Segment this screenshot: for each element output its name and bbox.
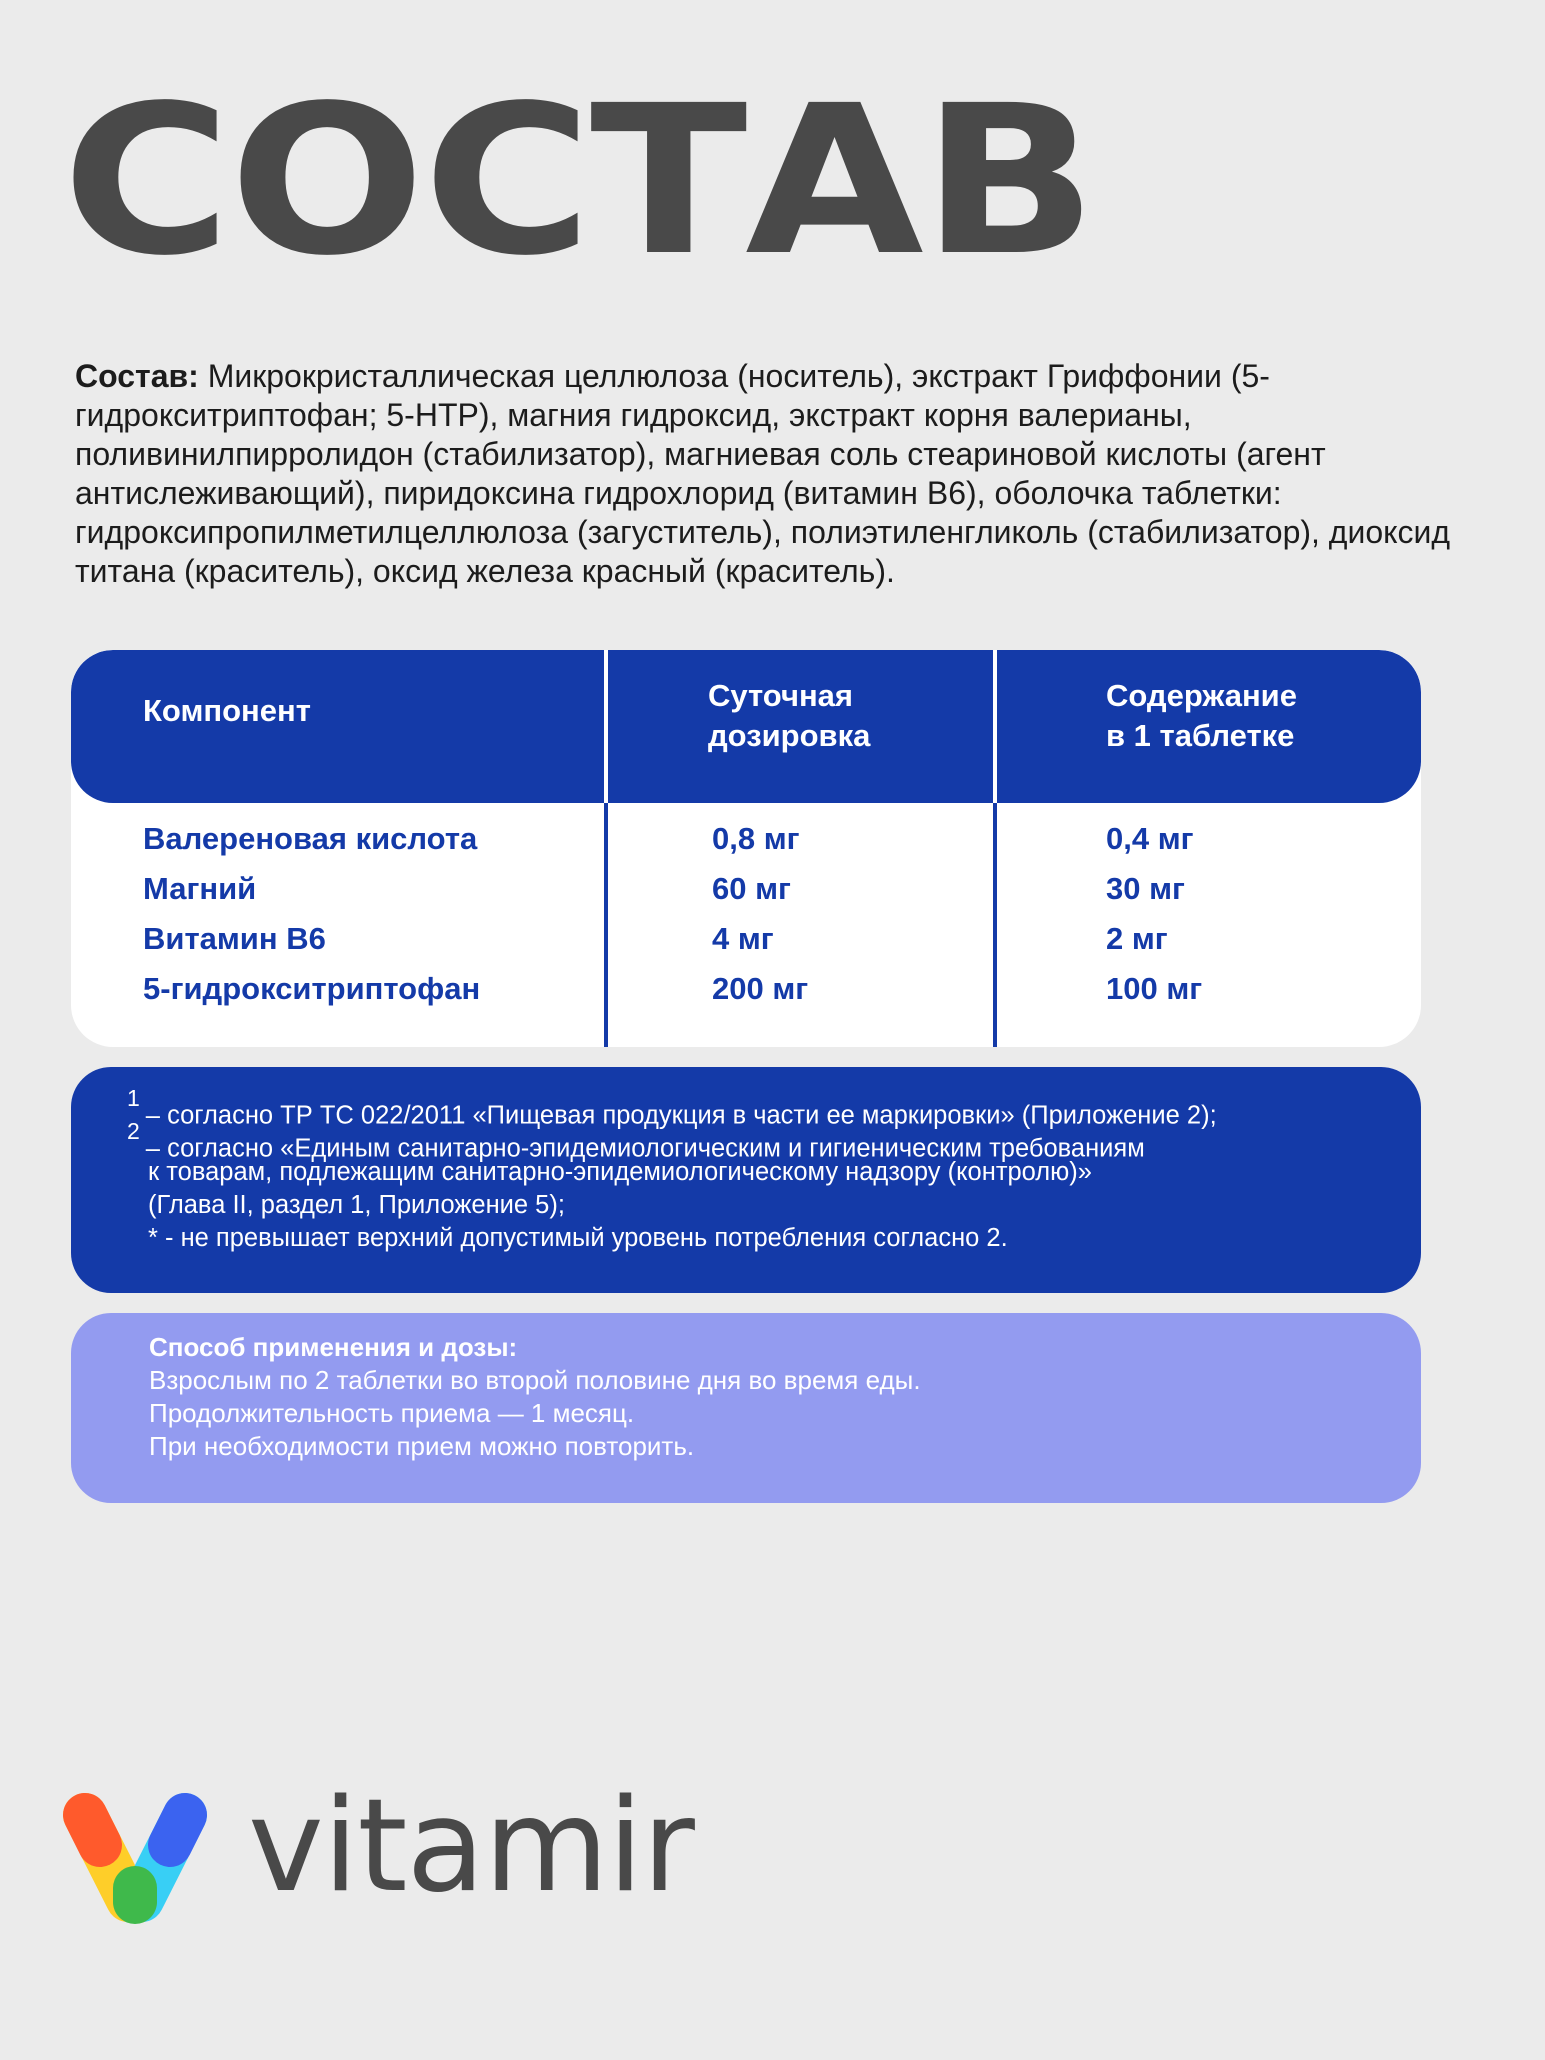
- header-component: Компонент: [143, 693, 311, 728]
- usage-box: [71, 1313, 1421, 1503]
- cell-per-tablet: 0,4 мг: [1106, 821, 1194, 856]
- header-per-tablet-line2: в 1 таблетке: [1106, 718, 1295, 753]
- header-divider: [993, 650, 997, 803]
- table-row: [71, 964, 1421, 1014]
- logo-blue-stroke: [170, 1815, 185, 1845]
- cell-component: Магний: [143, 871, 257, 906]
- footnote-2-line2: к товарам, подлежащим санитарно-эпидемиологическому надзору (контролю)»: [148, 1158, 1092, 1186]
- cell-daily: 60 мг: [712, 871, 791, 906]
- composition-body: Микрокристаллическая целлюлоза (носитель), экстракт Гриффонии (5-гидрокситриптофан; 5-HTP), магния гидроксид, экстракт корня валерианы, поливинилпирролидон (стабилизатор), магниевая соль стеариновой кислоты (агент антислеживающий), пиридоксина гидрохлорид (витамин В6), оболочка таблетки: гидроксипропилметилцеллюлоза (загуститель), полиэтиленгликоль (стабилизатор), диоксид титана (краситель), оксид железа красный (краситель).: [75, 358, 1451, 589]
- usage-line: Взрослым по 2 таблетки во второй половине дня во время еды.: [149, 1365, 921, 1395]
- cell-component: Валереновая кислота: [143, 821, 478, 856]
- header-divider: [604, 650, 608, 803]
- footnote-asterisk: * - не превышает верхний допустимый уровень потребления согласно 2.: [148, 1224, 1008, 1252]
- composition-label: Состав:: [75, 358, 199, 394]
- cell-component: 5-гидрокситриптофан: [143, 971, 481, 1006]
- usage-title: Способ применения и дозы:: [149, 1332, 518, 1362]
- cell-component: Витамин В6: [143, 921, 326, 956]
- vitamir-logo-icon: [60, 1790, 210, 1935]
- footnote-1-mark: 1: [127, 1085, 140, 1111]
- footnote-2-text: – согласно «Единым санитарно-эпидемиологическим и гигиеническим требованиям: [145, 1134, 1145, 1163]
- cell-daily: 4 мг: [712, 921, 774, 956]
- table-row: [71, 864, 1421, 914]
- header-per-tablet-line1: Содержание: [1106, 678, 1297, 713]
- footnote-1-text: – согласно ТР ТС 022/2011 «Пищевая продукция в части ее маркировки» (Приложение 2);: [145, 1101, 1217, 1130]
- header-daily-line2: дозировка: [708, 718, 871, 753]
- page-title: СОСТАВ: [62, 61, 1096, 301]
- usage-line: Продолжительность приема — 1 месяц.: [149, 1398, 635, 1428]
- table-row: [71, 914, 1421, 964]
- header-per-tablet: [1106, 676, 1386, 756]
- cell-per-tablet: 30 мг: [1106, 871, 1185, 906]
- footnote-2-line3: (Глава II, раздел 1, Приложение 5);: [148, 1191, 565, 1219]
- cell-daily: 200 мг: [712, 971, 809, 1006]
- table-header: [71, 650, 1421, 803]
- usage-line: При необходимости прием можно повторить.: [149, 1431, 695, 1461]
- composition-text: [75, 357, 1475, 591]
- logo-red-stroke: [85, 1815, 100, 1845]
- table-row: [71, 814, 1421, 864]
- footnote-2-mark: 2: [127, 1118, 140, 1144]
- footnotes-box: [71, 1067, 1421, 1293]
- cell-per-tablet: 100 мг: [1106, 971, 1203, 1006]
- header-daily-dose: [708, 676, 968, 756]
- header-daily-line1: Суточная: [708, 678, 853, 713]
- cell-daily: 0,8 мг: [712, 821, 800, 856]
- brand-name: vitamir: [248, 1772, 694, 1921]
- cell-per-tablet: 2 мг: [1106, 921, 1168, 956]
- nutrient-table: [71, 650, 1421, 1047]
